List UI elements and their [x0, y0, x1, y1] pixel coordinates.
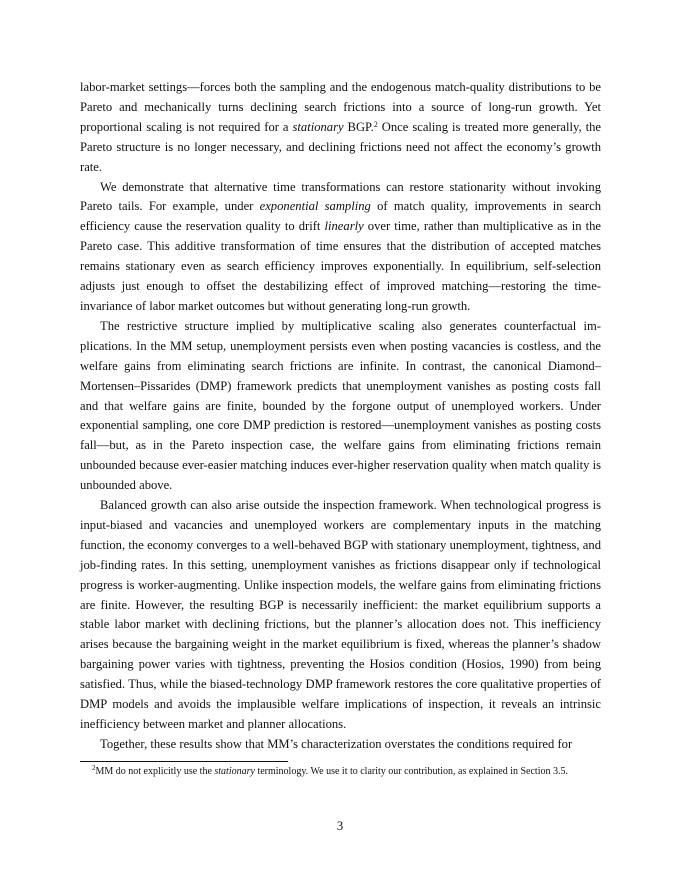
text-run: The restrictive structure implied by multiplicative scaling also generates counterfactual implications. In the MM setup, unemployment persists even when posting vacancies is costless, and the welfare gains from eliminating search frictions are infinite. In contrast, the canonical Diamond–Mortensen–Pissarides (DMP) framework predicts that unemployment vanishes as posting costs fall and that welfare gains are finite, bounded by the forgone output of unemployed workers. Under exponential sampling, one core DMP prediction is restored—unemployment vanishes as posting costs fall—but, as in the Pareto inspection case, the welfare gains from eliminating frictions remain unbounded because ever-easier matching induces ever-higher reservation quality when match quality is unbounded above. — [80, 318, 601, 493]
footnote-italic-stationary: stationary — [214, 766, 255, 777]
page-body — [80, 78, 601, 755]
italic-term-stationary: stationary — [292, 119, 344, 134]
text-run: Once scaling is treated more generally, the Pareto structure is no longer necessary, and declining frictions need not affect the economy’s growth rate. — [80, 119, 601, 174]
paragraph-4 — [80, 496, 601, 735]
footnote-marker[interactable]: 2 — [373, 119, 378, 129]
paragraph-5 — [80, 735, 601, 755]
paragraph-3 — [80, 317, 601, 496]
text-run: Together, these results show that MM’s characterization overstates the conditions required for — [100, 736, 573, 751]
text-run: BGP. — [343, 119, 374, 134]
footnote-number: 2 — [92, 764, 96, 772]
paragraph-2 — [80, 178, 601, 317]
footnote-text: MM do not explicitly use the — [95, 766, 215, 777]
italic-term-exponential-sampling: exponential sampling — [259, 199, 371, 214]
footnote-text: terminology. We use it to clarity our contribution, as explained in Section 3.5. — [254, 766, 568, 777]
text-run: of match quality, improvements in search efficiency cause the reservation quality to drift — [80, 199, 601, 234]
paragraph-1 — [80, 78, 601, 178]
footnote-2 — [80, 764, 601, 780]
footnote-divider — [80, 761, 288, 762]
page-number: 3 — [336, 819, 344, 833]
italic-term-linearly: linearly — [324, 219, 364, 234]
text-run: We demonstrate that alternative time transformations can restore stationarity without invoking Pareto tails. For example, under — [80, 179, 601, 214]
text-run: labor-market settings—forces both the sampling and the endogenous match-quality distributions to be Pareto and mechanically turns declining search frictions into a source of long-run growth. Yet proportional scaling is not required for a — [80, 80, 601, 134]
text-run: over time, rather than multiplicative as in the Pareto case. This additive transformation of time ensures that the distribution of accepted matches remains stationary even as search efficiency improves exponentially. In equilibrium, self-selection adjusts just enough to offset the destabilizing effect of improved matching—restoring the time-invariance of labor market outcomes but without generating long-run growth. — [80, 219, 601, 313]
text-run: Balanced growth can also arise outside the inspection framework. When technological progress is input-biased and vacancies and unemployed workers are complementary inputs in the matching function, the economy converges to a well-behaved BGP with stationary unemployment, tightness, and job-finding rates. In this setting, unemployment vanishes as frictions disappear only if technological progress is worker-augmenting. Unlike inspection models, the welfare gains from eliminating frictions are finite. However, the resulting BGP is necessarily inefficient: the market equilibrium supports a stable labor market with declining frictions, but the planner’s allocation does not. This inefficiency arises because the bargaining weight in the market equilibrium is fixed, whereas the planner’s shadow bargaining power varies with tightness, preventing the Hosios condition (Hosios, 1990) from being satisfied. Thus, while the biased-technology DMP framework restores the core qualitative properties of DMP models and avoids the implausible welfare implications of inspection, it reveals an intrinsic inefficiency between market and planner allocations. — [80, 498, 601, 731]
